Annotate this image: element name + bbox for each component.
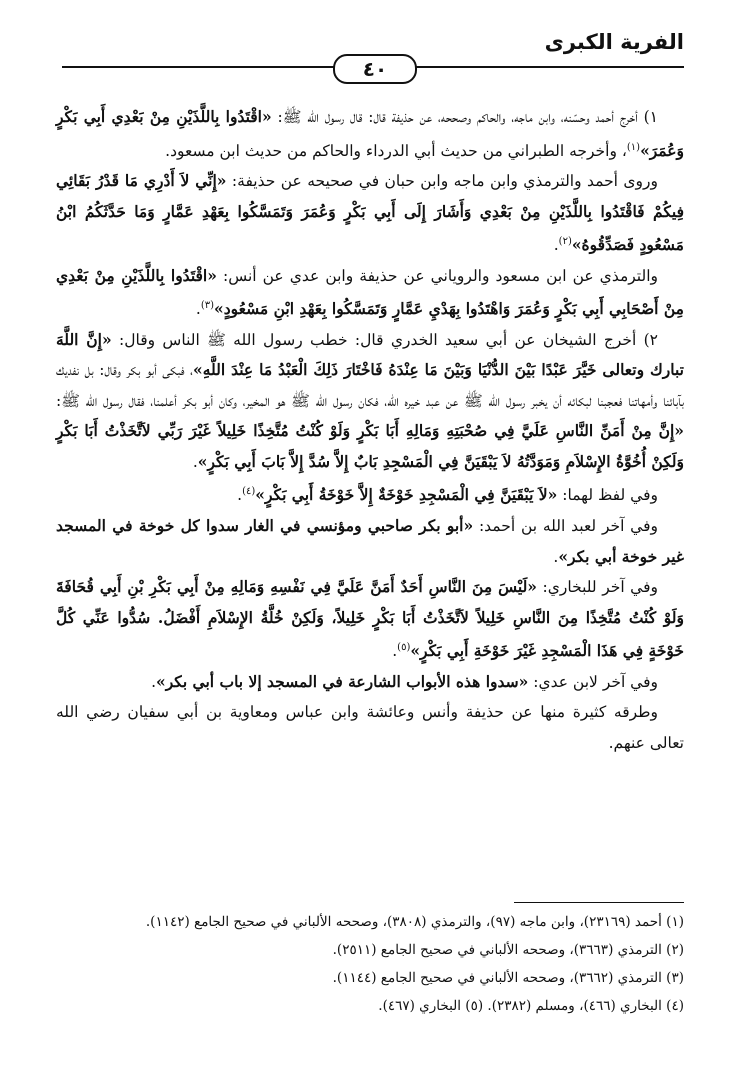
footnote-ref: (٥) xyxy=(397,642,411,654)
hadith-quote: «إِنَّ اللَّهَ تبارك وتعالى خَيَّرَ عَبْدًا بَيْنَ الدُّنْيَا وَبَيْنَ مَا عِنْدَهُ فَاخْتَارَ ذَلِكَ الْعَبْدُ مَا عِنْدَ اللَّهِ» xyxy=(56,329,684,380)
hadith-quote: «لاَ يَبْقَيَنَّ فِي الْمَسْجِدِ خَوْخَةٌ إِلاَّ خَوْخَةُ أَبِي بَكْرٍ» xyxy=(255,485,558,505)
paragraph xyxy=(56,325,684,478)
footnotes xyxy=(62,908,684,1020)
hadith-quote: «إِنَّ مِنْ أَمَنِّ النَّاسِ عَلَيَّ فِي صُحْبَتِهِ وَمَالِهِ أَبَا بَكْرٍ وَلَوْ كُنْتُ مُتَّخِذًا خَلِيلاً غَيْرَ رَبِّي لاَتَّخَذْتُ أَبَا بَكْرٍ وَلَكِنْ أُخُوَّةُ الإِسْلاَمِ وَمَوَدَّتُهُ لاَ يَبْقَيَنَّ فِي الْمَسْجِدِ بَابٌ إِلاَّ سُدَّ إِلاَّ بَابَ أَبِي بَكْرٍ» xyxy=(56,421,684,471)
text-run: وروى أحمد والترمذي وابن ماجه وابن حبان في صحيحه عن حذيفة: xyxy=(226,172,658,191)
paragraph xyxy=(56,261,684,325)
footnote-ref: (١) xyxy=(626,141,641,153)
footnote: (١) أحمد (٢٣١٦٩)، وابن ماجه (٩٧)، والترمذي (٣٨٠٨)، وصححه الألباني في صحيح الجامع (١١٤٢). xyxy=(145,914,684,930)
text-run: . xyxy=(237,486,243,505)
text-run: . xyxy=(151,672,157,691)
footnote: (٢) الترمذي (٣٦٦٣)، وصححه الألباني في صحيح الجامع (٢٥١١). xyxy=(332,942,684,958)
hadith-quote: «أبو بكر صاحبي ومؤنسي في الغار سدوا كل خوخة في المسجد غير خوخة أبي بكر» xyxy=(56,516,684,566)
paragraph: وطرقه كثيرة منها عن حذيفة وأنس وعائشة وابن عباس ومعاوية بن أبي سفيان رضي الله تعالى عنهم. xyxy=(56,703,684,752)
hadith-quote: «إِنِّي لاَ أَدْرِي مَا قَدْرُ بَقَائِي فِيكُمْ فَاقْتَدُوا بِاللَّذَيْنِ مِنْ بَعْدِي وَأَشَارَ إِلَى أَبِي بَكْرٍ وَعُمَرَ وَتَمَسَّكُوا بِعَهْدِ عَمَّارٍ وَمَا حَدَّثَكُمُ ابْنُ مَسْعُودٍ فَصَدِّقُوهُ» xyxy=(56,171,684,255)
text-run: ٢) أخرج الشيخان عن أبي سعيد الخدري قال: خطب رسول الله ﷺ الناس وقال: xyxy=(111,330,658,349)
footnote-ref: (٣) xyxy=(200,300,215,312)
hadith-quote: «لَيْسَ مِنَ النَّاسِ أَحَدٌ أَمَنَّ عَلَيَّ فِي نَفْسِهِ وَمَالِهِ مِنْ أَبِي بَكْرِ بْنِ أَبِي قُحَافَةَ وَلَوْ كُنْتُ مُتَّخِذًا مِنَ النَّاسِ خَلِيلاً لاَتَّخَذْتُ أَبَا بَكْرٍ خَلِيلاً، وَلَكِنْ خُلَّةُ الإِسْلاَمِ أَفْضَلُ. سُدُّوا عَنِّي كُلَّ خَوْخَةٍ فِي هَذَا الْمَسْجِدِ غَيْرَ خَوْخَةِ أَبِي بَكْرٍ» xyxy=(56,577,684,661)
page-number: ٤٠ xyxy=(333,54,417,84)
hadith-quote: «اقْتَدُوا بِاللَّذَيْنِ مِنْ بَعْدِي أَبِي بَكْرٍ وَعُمَرَ» xyxy=(56,107,684,160)
footnote-ref: (٢) xyxy=(558,236,572,248)
text-run: وفي آخر لعبد الله بن أحمد: xyxy=(473,517,658,536)
text-run: وفي آخر لابن عدي: xyxy=(528,672,658,691)
text-run: وفي آخر للبخاري: xyxy=(537,578,658,597)
paragraph xyxy=(56,102,684,166)
page-header xyxy=(62,30,684,81)
text-run: والترمذي عن ابن مسعود والروياني عن حذيفة وابن عدي عن أنس: xyxy=(216,266,658,285)
text-run: . xyxy=(192,452,198,471)
text-run: وفي لفظ لهما: xyxy=(557,486,658,505)
hadith-quote: «اقْتَدُوا بِاللَّذَيْنِ مِنْ بَعْدِي مِنْ أَصْحَابِي أَبِي بَكْرٍ وَعُمَرَ وَاهْتَدُوا بِهَدْيِ عَمَّارٍ وَتَمَسَّكُوا بِعَهْدِ ابْنِ مَسْعُودٍ» xyxy=(56,265,684,319)
text-run: ١) أخرج أحمد وحسّنه، وابن ماجه، والحاكم وصححه، عن حذيفة قال: قال رسول الله ﷺ: xyxy=(271,108,658,126)
text-run: . xyxy=(553,547,559,566)
footnote: (٤) البخاري (٤٦٦)، ومسلم (٢٣٨٢). (٥) البخاري (٤٦٧). xyxy=(378,998,684,1014)
text-run: ، وأخرجه الطبراني من حديث أبي الدرداء والحاكم من حديث ابن مسعود. xyxy=(165,141,627,160)
paragraph xyxy=(56,572,684,667)
paragraph xyxy=(56,667,684,698)
main-text xyxy=(56,102,684,758)
paragraph xyxy=(56,477,684,511)
paragraph xyxy=(56,511,684,572)
text-run: . xyxy=(553,236,559,255)
footnote-ref: (٤) xyxy=(242,486,256,498)
text-run: ، فبكى أبو بكر وقال: بل نفديك بآبائنا وأمهاتنا فعجبنا لبكائه أن يخبر رسول الله ﷺ عن عبد خيره الله، فكان رسول الله ﷺ هو المخير، وكان أبو بكر أعلمنا، فقال رسول الله ﷺ: xyxy=(56,361,684,410)
text-run: . xyxy=(392,642,398,661)
footnote-separator xyxy=(514,902,684,903)
footnote: (٣) الترمذي (٣٦٦٢)، وصححه الألباني في صحيح الجامع (١١٤٤). xyxy=(332,970,684,986)
paragraph xyxy=(56,166,684,261)
book-title: الفرية الكبرى xyxy=(544,30,684,54)
text-run: . xyxy=(195,300,201,319)
hadith-quote: «سدوا هذه الأبواب الشارعة في المسجد إلا باب أبي بكر» xyxy=(156,671,529,691)
